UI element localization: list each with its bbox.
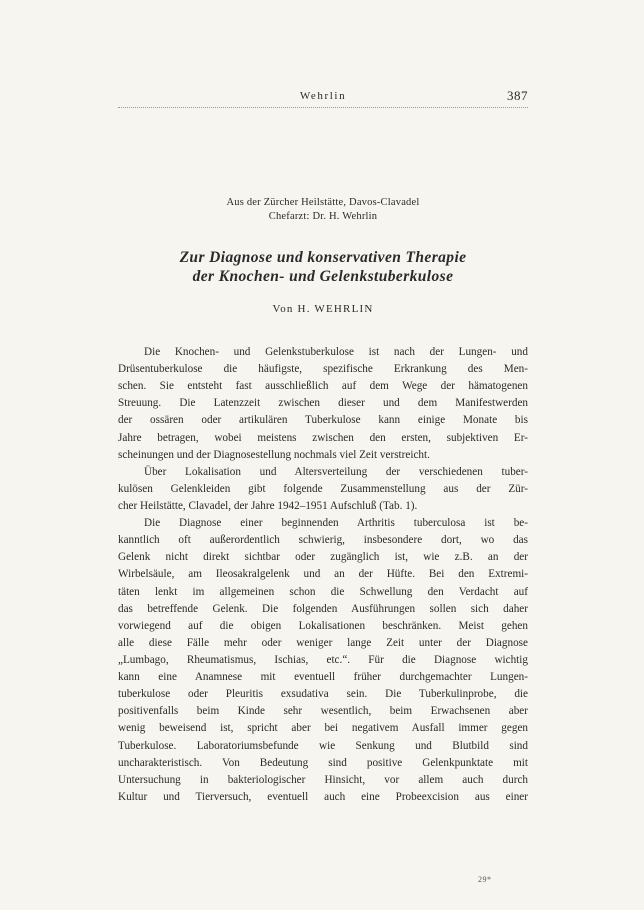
body-line: Drüsentuberkulose die häufigste, spezifische Erkrankung des Men- <box>118 363 528 376</box>
body-line: das betreffende Gelenk. Die folgenden Ausführungen sollen sich daher <box>118 602 528 615</box>
article-title <box>118 248 528 286</box>
author-byline: Von H. WEHRLIN <box>272 303 374 315</box>
body-line: Jahre betragen, wobei meistens zwischen den ersten, subjektiven Er- <box>118 431 528 444</box>
body-line: Tuberkulose. Laboratoriumsbefunde wie Senkung und Blutbild sind <box>118 739 528 752</box>
body-line: „Lumbago, Rheumatismus, Ischias, etc.“. Für die Diagnose wichtig <box>118 653 528 666</box>
title-line-2: der Knochen- und Gelenkstuberkulose <box>192 268 454 285</box>
body-line: der ossären oder artikulären Tuberkulose kann einige Monate bis <box>118 414 528 427</box>
chief-physician-line: Chefarzt: Dr. H. Wehrlin <box>268 211 378 222</box>
title-line-1: Zur Diagnose und konservativen Therapie <box>179 249 467 266</box>
body-line: scheinungen und der Diagnosestellung nochmals viel Zeit verstreicht. <box>118 448 430 461</box>
body-line: tuberkulose oder Pleuritis exsudativa sein. Die Tuberkulinprobe, die <box>118 688 528 701</box>
body-line: Über Lokalisation und Altersverteilung der verschiedenen tuber- <box>144 465 528 478</box>
page-number: 387 <box>507 88 528 103</box>
body-text <box>118 344 528 806</box>
body-line: Wirbelsäule, am Ileosakralgelenk und an der Hüfte. Bei den Extremi- <box>118 568 528 581</box>
institution-line: Aus der Zürcher Heilstätte, Davos-Clavadel <box>226 197 420 208</box>
signature-mark: 29* <box>478 875 492 884</box>
body-line: Untersuchung in bakteriologischer Hinsicht, vor allem auch durch <box>118 773 528 786</box>
body-line: kann eine Anamnese mit eventuell früher durchgemachter Lungen- <box>118 671 528 684</box>
body-line: vorwiegend auf die obigen Lokalisationen beschränken. Meist gehen <box>118 619 528 632</box>
body-line: positivenfalls beim Kinde sehr wesentlich, beim Erwachsenen aber <box>118 705 528 718</box>
body-line: Streuung. Die Latenzzeit zwischen dieser und dem Manifestwerden <box>118 397 528 410</box>
body-line: cher Heilstätte, Clavadel, der Jahre 1942–1951 Aufschluß (Tab. 1). <box>118 499 418 512</box>
body-line: schen. Sie entsteht fast ausschließlich auf dem Wege der hämatogenen <box>118 380 528 393</box>
body-line: Die Diagnose einer beginnenden Arthritis tuberculosa ist be- <box>144 517 528 530</box>
running-head <box>118 88 528 110</box>
body-line: Kultur und Tierversuch, eventuell auch eine Probeexcision aus einer <box>118 790 528 803</box>
body-line: uncharakteristisch. Von Bedeutung sind positive Gelenkpunktate mit <box>118 756 528 769</box>
body-line: Gelenk nicht direkt sichtbar oder zugänglich ist, wie z.B. an der <box>118 551 528 564</box>
provenance-block <box>118 196 528 224</box>
body-line: alle diese Fälle mehr oder weniger lange Zeit unter der Diagnose <box>118 636 528 649</box>
body-line: kulösen Gelenkleiden gibt folgende Zusammenstellung aus der Zür- <box>118 482 528 495</box>
running-title: Wehrlin <box>299 90 347 102</box>
body-line: täten lenkt im allgemeinen schon die Schwellung den Verdacht auf <box>118 585 528 598</box>
header-rule <box>118 107 528 108</box>
body-line: wenig beweisend ist, spricht aber bei negativem Ausfall immer gegen <box>118 722 528 735</box>
body-line: kanntlich oft außerordentlich schwierig, insbesondere dort, wo das <box>118 534 528 547</box>
body-line: Die Knochen- und Gelenkstuberkulose ist nach der Lungen- und <box>144 346 528 358</box>
